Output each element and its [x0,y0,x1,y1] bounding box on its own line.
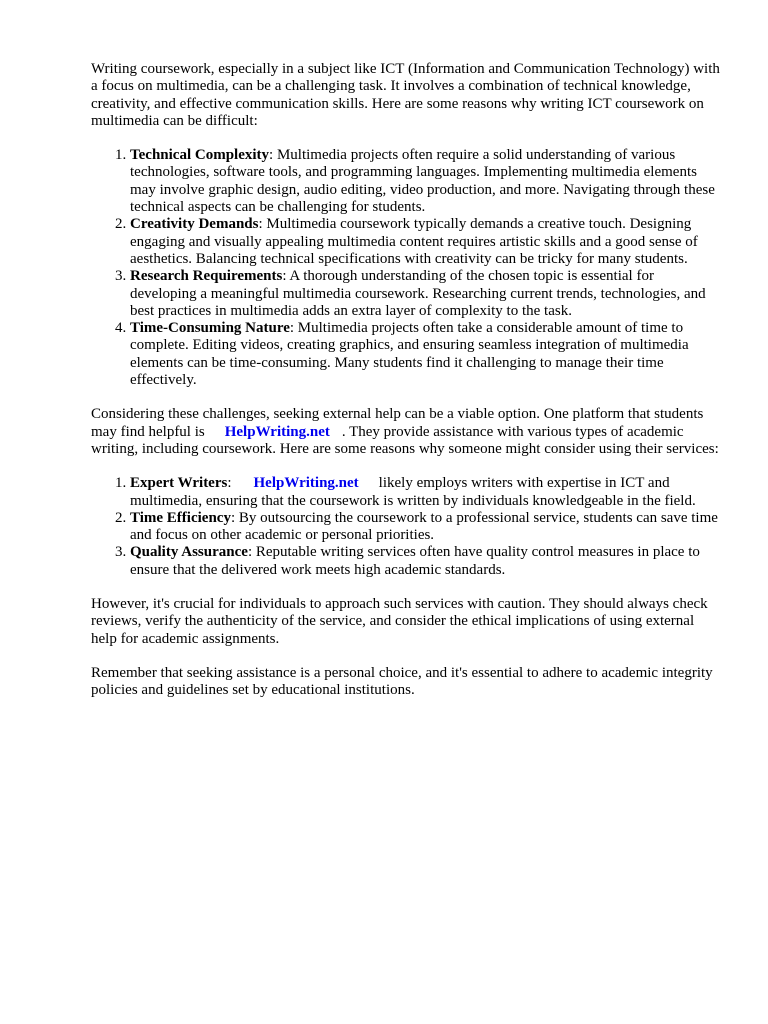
item-title: Time Efficiency [130,509,231,526]
item-text: : Multimedia projects often take a considerable amount of time to complete. Editing videos, creating graphics, and ensuring seamless integration of multimedia elements can be time-consuming. Many students find it challenging to manage their time effectively. [130,320,689,389]
intro-paragraph: Writing coursework, especially in a subject like ICT (Information and Communication Technology) with a focus on multimedia, can be a challenging task. It involves a combination of technical knowledge, creativity, and effective communication skills. Here are some reasons why writing ICT coursework on multimedia can be difficult: [91,61,720,129]
list-item [130,510,721,545]
caution-paragraph: However, it's crucial for individuals to approach such services with caution. They should always check reviews, verify the authenticity of the service, and consider the ethical implications of using external help for academic assignments. [91,596,708,647]
item-title: Research Requirements [130,268,283,285]
item-text: likely employs writers with expertise in ICT and multimedia, ensuring that the coursework is written by individuals knowledgeable in the field. [130,475,696,509]
list-item [130,268,721,320]
list-item [130,147,721,216]
list-item [130,320,721,389]
helpwriting-link[interactable]: HelpWriting.net [224,423,330,440]
item-colon: : [227,475,232,492]
considering-text-after: . They provide assistance with various types of academic writing, including coursework. Here are some reasons why someone might consider using their services: [91,423,719,457]
item-title: Quality Assurance [130,544,248,561]
considering-text-before: Considering these challenges, seeking external help can be a viable option. One platform that students may find helpful is [91,406,704,440]
considering-paragraph [91,406,721,458]
item-text: : Multimedia projects often require a solid understanding of various technologies, software tools, and programming languages. Implementing multimedia elements may involve graphic design, audio editing, video production, and more. Navigating through these technical aspects can be challenging for students. [130,147,715,216]
closing-paragraph: Remember that seeking assistance is a personal choice, and it's essential to adhere to academic integrity policies and guidelines set by educational institutions. [91,664,713,699]
list-item [130,216,721,268]
reasons-list [91,475,721,579]
helpwriting-link[interactable]: HelpWriting.net [253,475,359,492]
document-page [91,61,721,717]
item-title: Time-Consuming Nature [130,320,290,337]
item-text: : Multimedia coursework typically demands a creative touch. Designing engaging and visually appealing multimedia content requires artistic skills and a good sense of aesthetics. Balancing technical specifications with creativity can be tricky for many students. [130,216,698,267]
item-title: Creativity Demands [130,216,259,233]
item-title: Expert Writers [130,475,228,492]
challenges-list [91,147,721,389]
list-item [130,544,721,579]
item-title: Technical Complexity [130,147,270,164]
item-text: : By outsourcing the coursework to a professional service, students can save time and focus on other academic or personal priorities. [130,509,718,544]
item-text: : A thorough understanding of the chosen topic is essential for developing a meaningful multimedia coursework. Researching current trends, technologies, and best practices in multimedia adds an extra layer of complexity to the task. [130,268,706,319]
item-text: : Reputable writing services often have quality control measures in place to ensure that the delivered work meets high academic standards. [130,544,700,578]
list-item [130,475,721,510]
